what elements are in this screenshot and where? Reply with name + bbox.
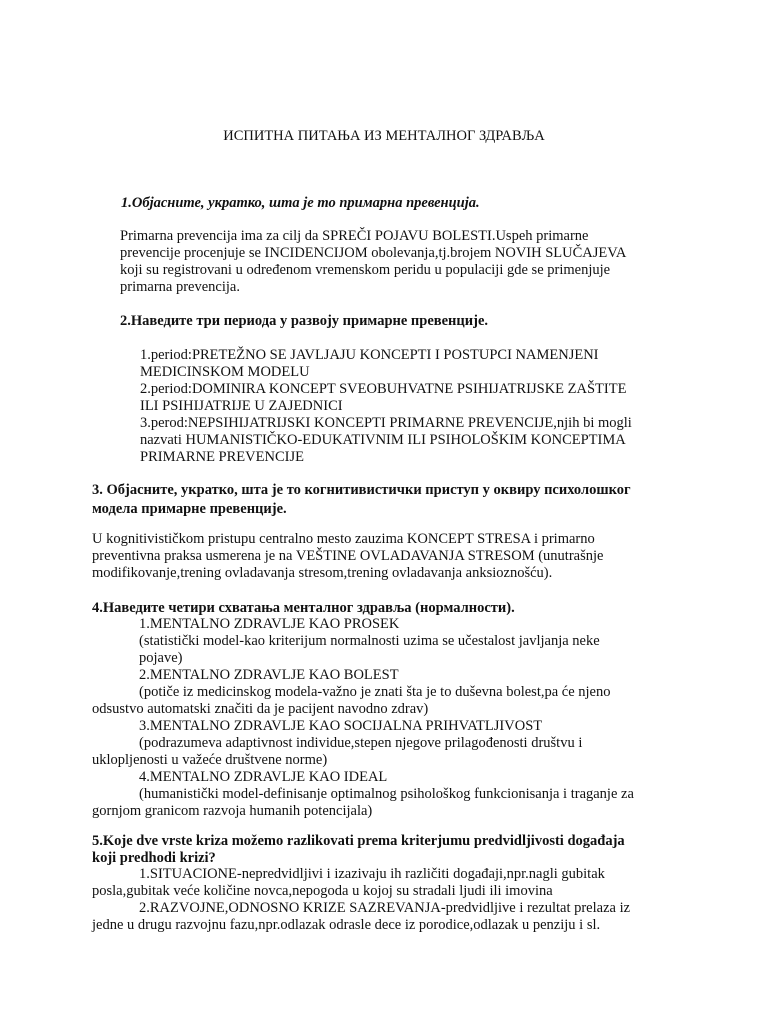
question-1 [121, 195, 480, 212]
question-1-number: 1. [121, 195, 132, 211]
answer-3-line: preventivna praksa usmerena je na VEŠTINE OVLADAVANJA STRESOM (unutrašnje [92, 548, 604, 564]
answer-2-line: 1.period:PRETEŽNO SE JAVLJAJU KONCEPTI I POSTUPCI NAMENJENI [140, 347, 599, 363]
answer-4-item-detail: (potiče iz medicinskog modela-važno je znati šta je to duševna bolest,pa će njeno [139, 684, 611, 700]
document-title: ИСПИТНА ПИТАЊА ИЗ МЕНТАЛНОГ ЗДРАВЉА [223, 128, 545, 144]
answer-5-line: 1.SITUACIONE-nepredvidljivi i izazivaju ih različiti događaji,npr.nagli gubitak [139, 866, 605, 882]
answer-2-line: PRIMARNE PREVENCIJE [140, 449, 304, 465]
answer-2-line: nazvati HUMANISTIČKO-EDUKATIVNIM ILI PSIHOLOŠKIM KONCEPTIMA [140, 432, 626, 448]
question-3-line: 3. Објасните, укратко, шта је то когнитивистички приступ у оквиру психолошког [92, 482, 631, 498]
answer-4-item-detail: odsustvo automatski značiti da je pacijent navodno zdrav) [92, 701, 429, 717]
answer-3 [92, 531, 603, 582]
question-3 [92, 481, 631, 519]
answer-4-item-detail: uklopljenosti u važeće društvene norme) [92, 752, 328, 768]
answer-4-item-heading: 2.MENTALNO ZDRAVLJE KAO BOLEST [139, 667, 399, 683]
answer-2-line: ILI PSIHIJATRIJE U ZAJEDNICI [140, 398, 343, 414]
question-5-line: 5.Koje dve vrste kriza možemo razlikovati prema kriterjumu predvidljivosti događaja [92, 833, 625, 849]
answer-4-item-heading: 1.MENTALNO ZDRAVLJE KAO PROSEK [139, 616, 400, 632]
question-5 [92, 833, 625, 867]
answer-1-line: prevencije procenjuje se INCIDENCIJOM obolevanja,tj.brojem NOVIH SLUČAJEVA [120, 245, 627, 261]
answer-4-item-detail: (podrazumeva adaptivnost individue,stepen njegove prilagođenosti društvu i [139, 735, 583, 751]
answer-2-line: 2.period:DOMINIRA KONCEPT SVEOBUHVATNE PSIHIJATRIJSKE ZAŠTITE [140, 381, 627, 397]
answer-5 [92, 866, 630, 934]
answer-5-line: 2.RAZVOJNE,ODNOSNO KRIZE SAZREVANJA-predvidljive i rezultat prelaza iz [139, 900, 631, 916]
answer-4-item-heading: 4.MENTALNO ZDRAVLJE KAO IDEAL [139, 769, 388, 785]
question-1-text: Објасните, укратко, шта је то примарна превенција. [131, 195, 480, 211]
answer-4-item-detail: (statistički model-kao kriterijum normalnosti uzima se učestalost javljanja neke [139, 633, 600, 649]
answer-4-item-detail: (humanistički model-definisanje optimalnog psihološkog funkcionisanja i traganje za [139, 786, 634, 802]
answer-2-line: 3.perod:NEPSIHIJATRIJSKI KONCEPTI PRIMARNE PREVENCIJE,njih bi mogli [140, 415, 632, 431]
answer-2 [140, 347, 632, 466]
answer-4-item-detail: gornjom granicom razvoja humanih potencijala) [92, 803, 373, 819]
answer-4 [92, 616, 634, 820]
answer-5-line: posla,gubitak veće količine novca,nepogoda u kojoj su stradali ljudi ili imovina [92, 883, 553, 899]
answer-5-line: jedne u drugu razvojnu fazu,npr.odlazak odrasle dece iz porodice,odlazak u penziju i sl. [92, 917, 601, 933]
question-4: 4.Наведите четири схватања менталног здравља (нормалности). [92, 600, 515, 616]
answer-3-line: U kognitivističkom pristupu centralno mesto zauzima KONCEPT STRESA i primarno [92, 531, 595, 547]
question-3-line: модела примарне превенције. [92, 501, 287, 517]
answer-1-line: primarna prevencija. [120, 279, 240, 295]
answer-4-item-detail: pojave) [139, 650, 183, 666]
answer-2-line: MEDICINSKOM MODELU [140, 364, 310, 380]
answer-1-line: koji su registrovani u određenom vremenskom peridu u populaciji gde se primenjuje [120, 262, 611, 278]
answer-1-line: Primarna prevencija ima za cilj da SPREČI POJAVU BOLESTI.Uspeh primarne [120, 228, 589, 244]
question-5-line: koji predhodi krizi? [92, 850, 216, 866]
question-2: 2.Наведите три периода у развоју примарне превенције. [120, 313, 489, 329]
answer-3-line: modifikovanje,trening ovladavanja stresom,trening ovladavanja anksioznošću). [92, 565, 553, 581]
answer-4-item-heading: 3.MENTALNO ZDRAVLJE KAO SOCIJALNA PRIHVATLJIVOST [139, 718, 543, 734]
answer-1 [120, 228, 626, 296]
